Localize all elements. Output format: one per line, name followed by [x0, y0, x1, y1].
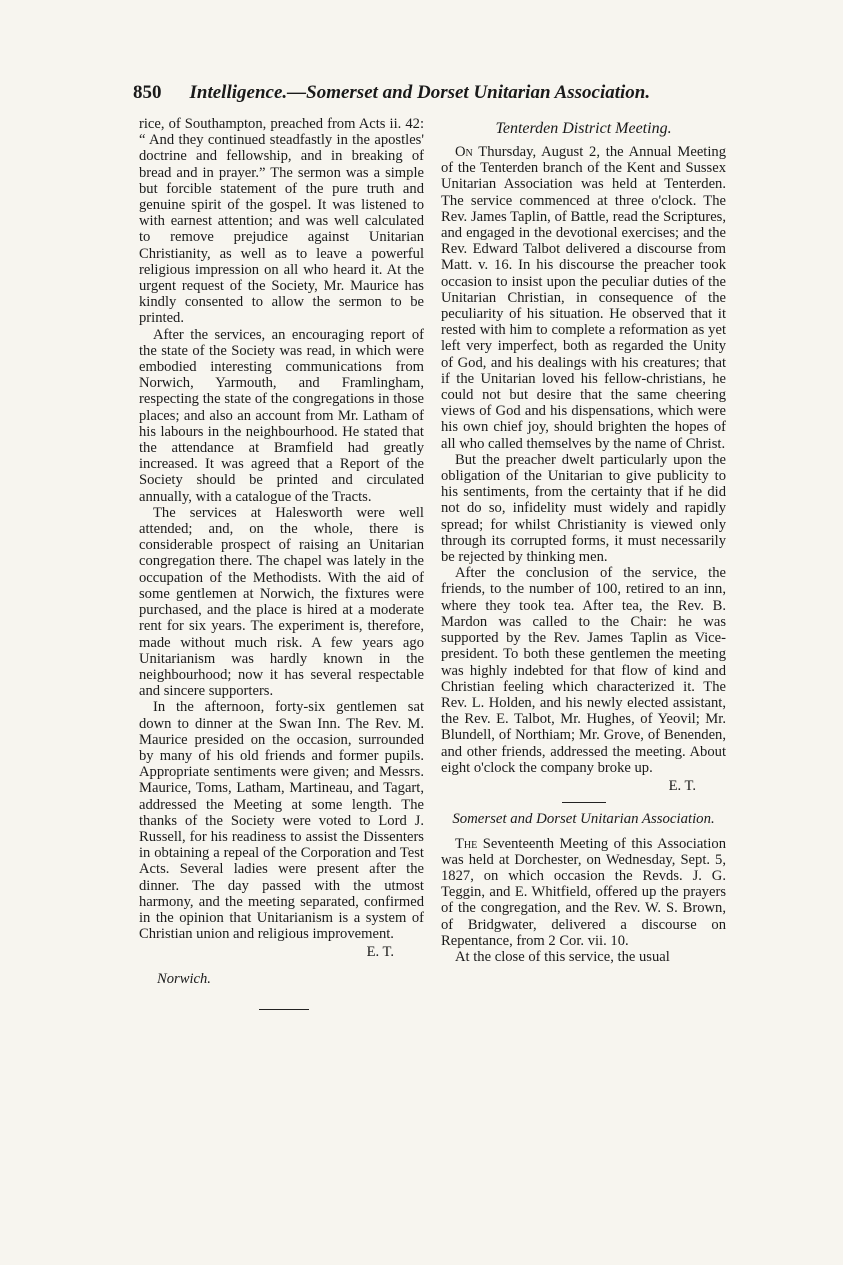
section-rule [562, 802, 606, 803]
section-title-somerset: Somerset and Dorset Unitarian Association. [452, 811, 715, 828]
left-paragraph-3: The services at Halesworth were well attended; and, on the whole, there is considerable prospect of raising an Unitarian congregation there. The chapel was lately in the occupation of the Methodists. With the aid of some gentlemen at Norwich, the fixtures were purchased, and the place is hired at a moderate rent for six years. The experiment is, therefore, made without much risk. A few years ago Unitarianism was hardly known in the neighbourhood; now it has several respectable and sincere supporters. [139, 504, 424, 700]
right-column [441, 116, 726, 965]
page-header [133, 82, 693, 104]
dropcap-word: On [455, 144, 473, 160]
right-paragraph-2: But the preacher dwelt particularly upon the obligation of the Unitarian to give publicity to his sentiments, from the certainty that if he did not do so, infidelity must widely and rapidly spread; for whilst Christianity is viewed only through its corrupted forms, it must necessarily be rejected by thinking men. [441, 451, 726, 566]
right-paragraph-1 [441, 144, 726, 452]
running-head: Intelligence.—Somerset and Dorset Unitarian Association. [189, 82, 651, 103]
right-paragraph-4-text: Seventeenth Meeting of this Association was held at Dorchester, on Wednesday, Sept. 5, 1827, on which occasion the Revds. J. G. Teggin, and E. Whitfield, offered up the prayers of the congregation, and the Rev. W. S. Brown, of Bridgwater, delivered a discourse on Repentance, from 2 Cor. vii. 10. [441, 835, 726, 949]
right-paragraph-1-text: Thursday, August 2, the Annual Meeting of the Tenterden branch of the Kent and Sussex Unitarian Association was held at Tenterden. The service commenced at three o'clock. The Rev. James Taplin, of Battle, read the Scriptures, and engaged in the devotional exercises; and the Rev. Edward Talbot delivered a discourse from Matt. v. 16. In his discourse the preacher took occasion to insist upon the peculiar duties of the Unitarian Christian, in consequence of the peculiarity of his situation. He observed that it rested with him to complete a reformation as yet left very imperfect, both as regarded the Unity of God, and his dealings with his creatures; that if the Unitarian loved his fellow-christians, he could not but desire that the same cheering views of God and his dispensations, which were his own chief joy, should brighten the hopes of all who called themselves by the name of Christ. [441, 144, 726, 452]
right-paragraph-3: After the conclusion of the service, the friends, to the number of 100, retired to an inn, where they took tea. After tea, the Rev. B. Mardon was called to the Chair: he was supported by the Rev. James Taplin as Vice-president. To both these gentlemen the meeting was highly indebted for that flow of kind and Christian feeling which characterized it. The Rev. L. Holden, and his newly elected assistant, the Rev. E. Talbot, Mr. Hughes, of Yeovil; Mr. Blundell, of Northiam; Mr. Grove, of Benenden, and other friends, addressed the meeting. About eight o'clock the company broke up. [441, 565, 726, 776]
place-line: Norwich. [157, 970, 211, 987]
section-title-tenterden: Tenterden District Meeting. [495, 120, 672, 137]
left-column [139, 116, 424, 1010]
dropcap-word-2: The [455, 835, 478, 852]
right-signature: E. T. [668, 777, 696, 794]
end-rule [259, 1009, 309, 1010]
left-signature: E. T. [366, 944, 394, 961]
right-paragraph-4 [441, 836, 726, 949]
left-paragraph-2: After the services, an encouraging report of the state of the Society was read, in which were embodied interesting communications from Norwich, Yarmouth, and Framlingham, respecting the state of the congregations in those places; and also an account from Mr. Latham of his labours in the neighbourhood. He stated that the attendance at Bramfield had greatly increased. It was agreed that a Report of the Society should be printed and circulated annually, with a catalogue of the Tracts. [139, 326, 424, 505]
page-number: 850 [133, 82, 162, 103]
left-paragraph-4: In the afternoon, forty-six gentlemen sat down to dinner at the Swan Inn. The Rev. M. Maurice presided on the occasion, surrounded by many of his old friends and former pupils. Appropriate sentiments were given; and Messrs. Maurice, Toms, Latham, Martineau, and Tagart, addressed the Meeting at some length. The thanks of the Society were voted to Lord J. Russell, for his readiness to assist the Dissenters in obtaining a repeal of the Corporation and Test Acts. Several ladies were present after the dinner. The day passed with the utmost harmony, and the meeting separated, confirmed in the opinion that Unitarianism is a system of Christian union and religious improvement. [139, 699, 424, 943]
left-paragraph-1: rice, of Southampton, preached from Acts ii. 42: “ And they continued steadfastly in the apostles' doctrine and fellowship, and in breaking of bread and in prayer.” The sermon was a simple but forcible statement of the pure truth and genuine spirit of the gospel. It was listened to with earnest attention; and was well calculated to remove prejudice against Unitarian Christianity, as well as to leave a powerful religious impression on all who heard it. At the urgent request of the Society, Mr. Maurice has kindly consented to allow the sermon to be printed. [139, 116, 424, 327]
right-paragraph-5: At the close of this service, the usual [455, 949, 670, 966]
